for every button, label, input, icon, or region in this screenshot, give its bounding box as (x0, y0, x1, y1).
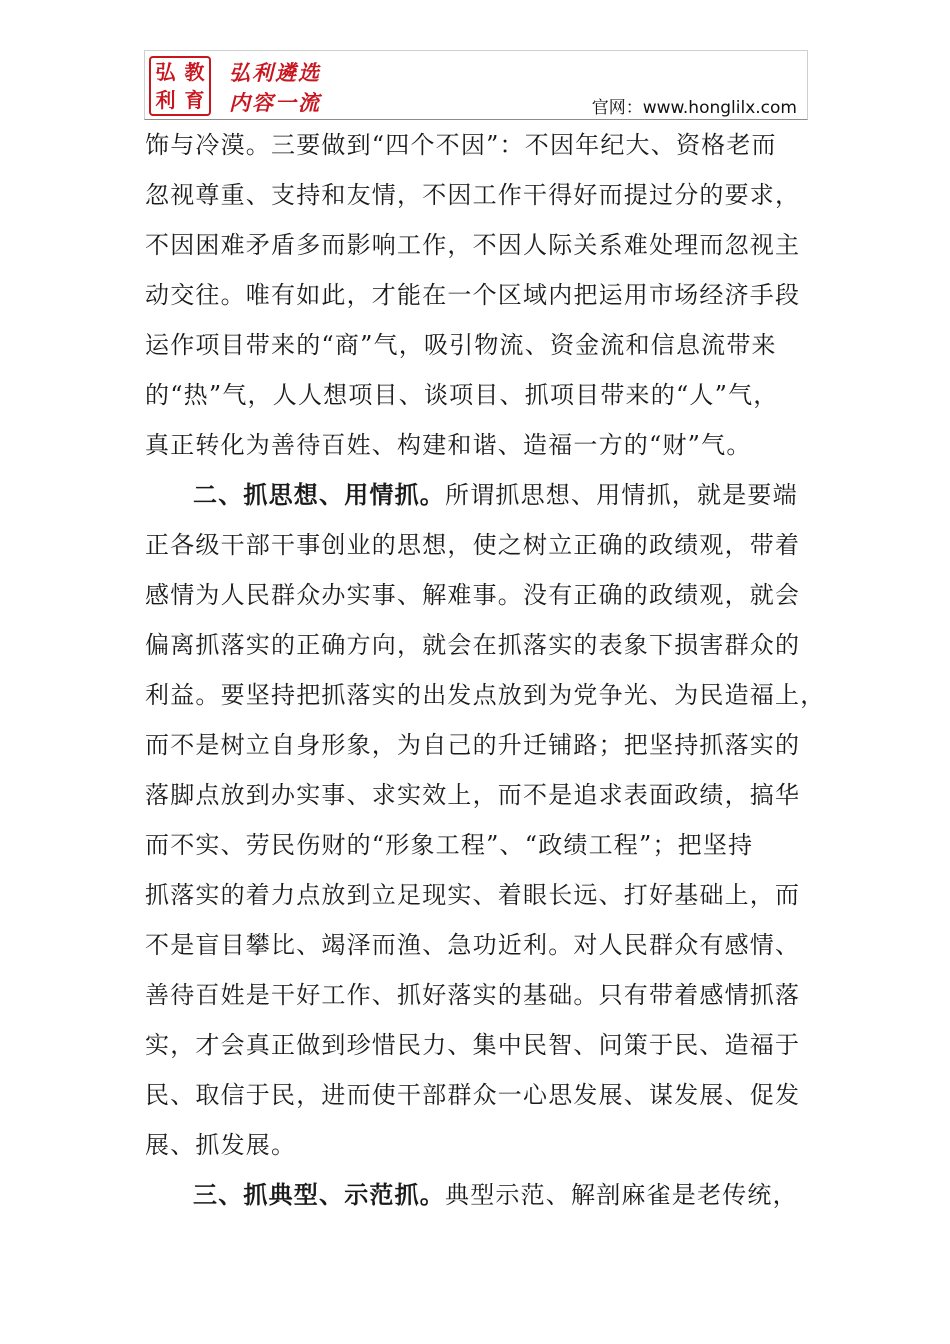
text-line: 不因困难矛盾多而影响工作，不因人际关系难处理而忽视主 (145, 231, 801, 259)
text-line: 饰与冷漠。三要做到“四个不因”：不因年纪大、资格老而 (145, 131, 777, 159)
text-line: 运作项目带来的“商”气，吸引物流、资金流和信息流带来 (145, 331, 777, 359)
slogan-line-2: 内容一流 (229, 90, 321, 115)
logo-char: 利 (155, 88, 176, 112)
text-line: 忽视尊重、支持和友情，不因工作干得好而提过分的要求， (145, 181, 801, 209)
text-run: 典型示范、解剖麻雀是老传统， (445, 1181, 798, 1209)
paragraph-1 (145, 120, 813, 470)
document-body (145, 120, 826, 1220)
page-header (144, 50, 808, 120)
text-line: 感情为人民群众办实事、解难事。没有正确的政绩观，就会 (145, 581, 801, 609)
text-line: 偏离抓落实的正确方向，就会在抓落实的表象下损害群众的 (145, 631, 801, 659)
logo-char: 弘 (155, 60, 176, 84)
text-line: 民、取信于民，进而使干部群众一心思发展、谋发展、促发 (145, 1081, 801, 1109)
text-line: 抓落实的着力点放到立足现实、着眼长远、打好基础上，而 (145, 881, 801, 909)
text-line (145, 470, 813, 520)
text-line: 展、抓发展。 (145, 1131, 297, 1159)
section-heading: 二、抓思想、用情抓。 (193, 481, 445, 509)
slogan-line-1: 弘利遴选 (229, 60, 321, 85)
text-line: 落脚点放到办实事、求实效上，而不是追求表面政绩，搞华 (145, 781, 801, 809)
text-line: 真正转化为善待百姓、构建和谐、造福一方的“财”气。 (145, 431, 752, 459)
text-line: 利益。要坚持把抓落实的出发点放到为党争光、为民造福上， (145, 681, 826, 709)
text-line: 动交往。唯有如此，才能在一个区域内把运用市场经济手段 (145, 281, 801, 309)
text-line (145, 1170, 813, 1220)
section-heading: 三、抓典型、示范抓。 (193, 1181, 445, 1209)
logo-seal (149, 56, 211, 116)
site-url: 官网：www.honglilx.com (591, 98, 797, 118)
logo-char: 教 (184, 60, 205, 84)
text-line: 的“热”气，人人想项目、谈项目、抓项目带来的“人”气， (145, 381, 779, 409)
text-run: 所谓抓思想、用情抓，就是要端 (445, 481, 798, 509)
text-line: 而不实、劳民伤财的“形象工程”、“政绩工程”；把坚持 (145, 831, 754, 859)
text-line: 善待百姓是干好工作、抓好落实的基础。只有带着感情抓落 (145, 981, 801, 1009)
paragraph-2 (145, 470, 826, 1170)
text-line: 不是盲目攀比、竭泽而渔、急功近利。对人民群众有感情、 (145, 931, 801, 959)
logo-char: 育 (184, 88, 205, 112)
text-line: 正各级干部干事创业的思想，使之树立正确的政绩观，带着 (145, 531, 801, 559)
text-line: 而不是树立自身形象，为自己的升迁铺路；把坚持抓落实的 (145, 731, 801, 759)
paragraph-3 (145, 1170, 813, 1220)
text-line: 实，才会真正做到珍惜民力、集中民智、问策于民、造福于 (145, 1031, 801, 1059)
